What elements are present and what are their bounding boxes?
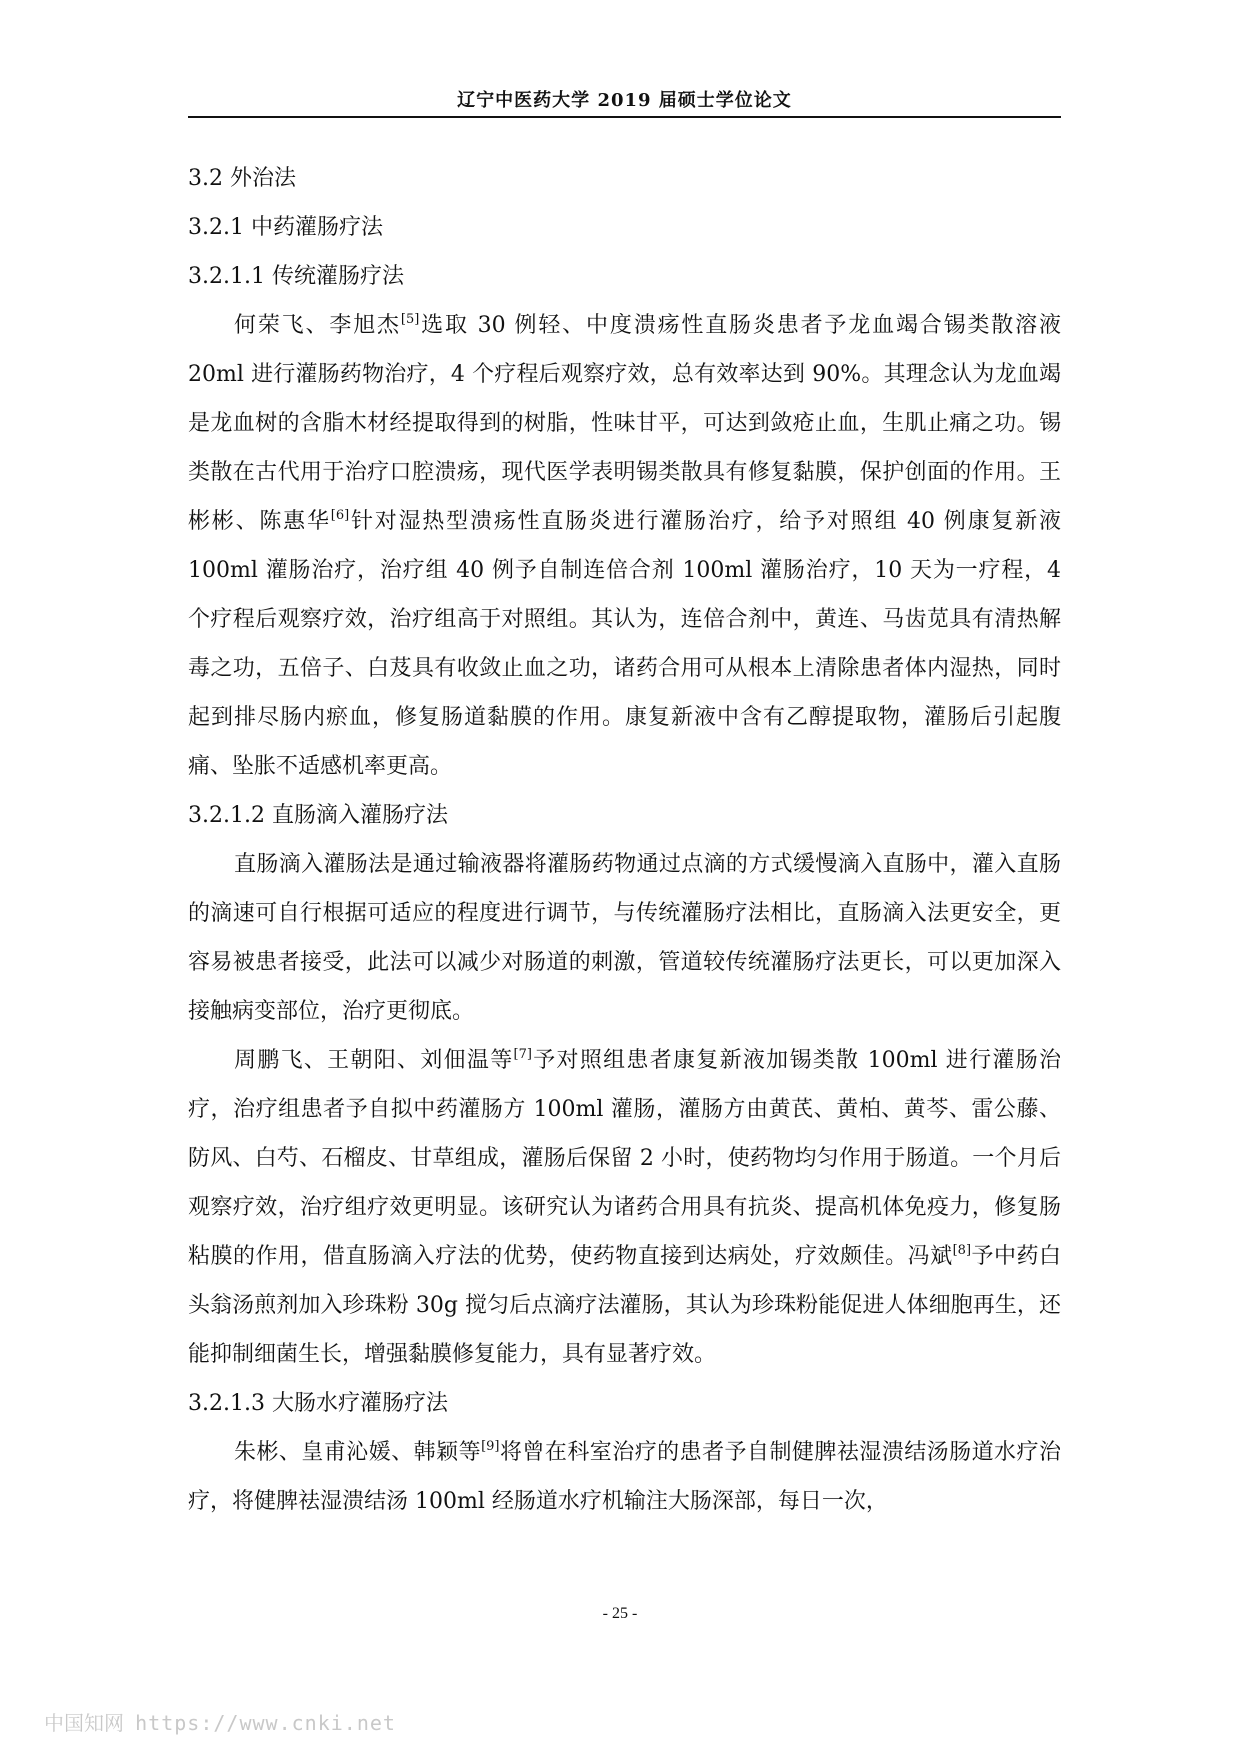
text-run: 予中药白头翁汤煎剂加入珍珠粉 30g 搅匀后点滴疗法灌肠，其认为珍珠粉能促进人体细胞再生，还能抑制细菌生长，增强黏膜修复能力，具有显著疗效。 <box>188 1244 1061 1367</box>
paragraph-rectal-drip-studies <box>188 1036 1061 1379</box>
citation-ref: [9] <box>481 1439 500 1454</box>
section-heading-3-2-1-2: 3.2.1.2 直肠滴入灌肠疗法 <box>188 803 448 828</box>
running-header: 辽宁中医药大学 2019 届硕士学位论文 <box>457 90 792 111</box>
text-run: 朱彬、皇甫沁媛、韩颖等 <box>234 1440 482 1465</box>
text-run: 选取 30 例轻、中度溃疡性直肠炎患者予龙血竭合锡类散溶液 20ml 进行灌肠药物治疗，4 个疗程后观察疗效，总有效率达到 90%。其理念认为龙血竭是龙血树的含脂木材经提取得到的树脂，性味甘平，可达到敛疮止血，生肌止痛之功。锡类散在古代用于治疗口腔溃疡，现代医学表明锡类散具有修复黏膜，保护创面的作用。王彬彬、陈惠华 <box>188 313 1061 534</box>
citation-ref: [8] <box>952 1243 972 1258</box>
citation-ref: [5] <box>400 312 420 327</box>
paragraph-rectal-drip-intro: 直肠滴入灌肠法是通过输液器将灌肠药物通过点滴的方式缓慢滴入直肠中，灌入直肠的滴速可自行根据可适应的程度进行调节，与传统灌肠疗法相比，直肠滴入法更安全，更容易被患者接受，此法可以减少对肠道的刺激，管道较传统灌肠疗法更长，可以更加深入接触病变部位，治疗更彻底。 <box>188 852 1061 1024</box>
paragraph-colon-hydrotherapy <box>188 1428 1061 1526</box>
paragraph-traditional-enema <box>188 301 1061 791</box>
citation-ref: [6] <box>330 508 350 523</box>
text-run: 予对照组患者康复新液加锡类散 100ml 进行灌肠治疗，治疗组患者予自拟中药灌肠方 100ml 灌肠，灌肠方由黄芪、黄柏、黄芩、雷公藤、防风、白芍、石榴皮、甘草组成，灌肠后保留 2 小时，使药物均匀作用于肠道。一个月后观察疗效，治疗组疗效更明显。该研究认为诸药合用具有抗炎、提高机体免疫力，修复肠粘膜的作用，借直肠滴入疗法的优势，使药物直接到达病处，疗效颇佳。冯斌 <box>188 1048 1061 1269</box>
section-heading-3-2: 3.2 外治法 <box>188 166 296 191</box>
text-run: 周鹏飞、王朝阳、刘佃温等 <box>234 1048 514 1073</box>
citation-ref: [7] <box>513 1047 532 1062</box>
section-heading-3-2-1-3: 3.2.1.3 大肠水疗灌肠疗法 <box>188 1391 448 1416</box>
watermark-brand: 中国知网 <box>44 1713 124 1735</box>
text-run: 针对湿热型溃疡性直肠炎进行灌肠治疗，给予对照组 40 例康复新液 100ml 灌肠治疗，治疗组 40 例予自制连倍合剂 100ml 灌肠治疗，10 天为一疗程，4 个疗程后观察疗效，治疗组高于对照组。其认为，连倍合剂中，黄连、马齿苋具有清热解毒之功，五倍子、白芨具有收敛止血之功，诸药合用可从根本上清除患者体内湿热，同时起到排尽肠内瘀血，修复肠道黏膜的作用。康复新液中含有乙醇提取物，灌肠后引起腹痛、坠胀不适感机率更高。 <box>188 509 1061 779</box>
text-run: 何荣飞、李旭杰 <box>234 313 401 338</box>
cnki-watermark <box>44 1707 396 1736</box>
section-heading-3-2-1: 3.2.1 中药灌肠疗法 <box>188 215 383 240</box>
thesis-body <box>188 154 1061 1526</box>
page-number: - 25 - <box>602 1605 638 1622</box>
watermark-url: https://www.cnki.net <box>135 1711 396 1735</box>
section-heading-3-2-1-1: 3.2.1.1 传统灌肠疗法 <box>188 264 404 289</box>
text-run: 将曾在科室治疗的患者予自制健脾祛湿溃结汤肠道水疗治疗，将健脾祛湿溃结汤 100ml 经肠道水疗机输注大肠深部，每日一次， <box>188 1440 1061 1514</box>
header-rule <box>188 116 1061 118</box>
